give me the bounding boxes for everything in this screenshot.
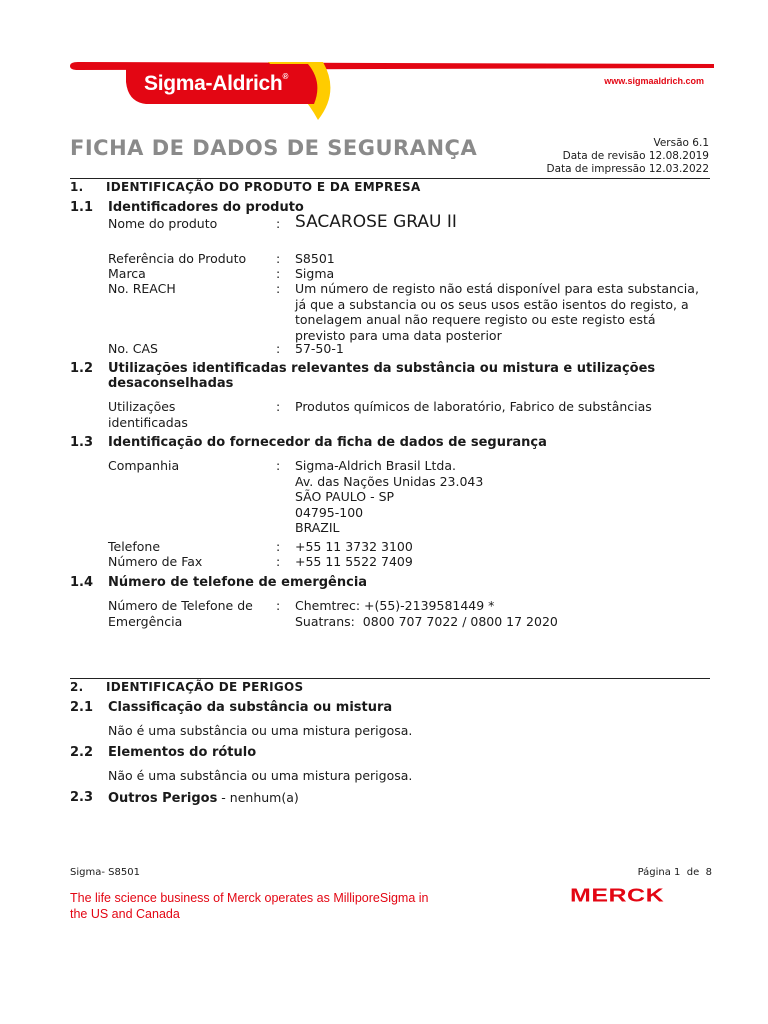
subsection-title: Utilizações identificadas relevantes da substância ou mistura e utilizações xyxy=(108,361,656,376)
subsection-title: Elementos do rótulo xyxy=(108,745,257,760)
footer-tagline: The life science business of Merck operates as MilliporeSigma in the US and Canada xyxy=(70,891,429,921)
product-name: SACAROSE GRAU II xyxy=(295,212,457,232)
brand-value: Sigma xyxy=(295,266,335,281)
emergency-value: Chemtrec: +(55)-2139581449 * Suatrans: 0800 707 7022 / 0800 17 2020 xyxy=(295,598,558,629)
fax-label: Número de Fax xyxy=(108,554,203,569)
brand-label: Marca xyxy=(108,266,146,281)
revision-date: Data de revisão 12.08.2019 xyxy=(562,150,709,162)
colon: : xyxy=(276,216,281,231)
colon: : xyxy=(276,598,281,613)
colon: : xyxy=(276,341,281,356)
product-name-label: Nome do produto xyxy=(108,216,218,231)
colon: : xyxy=(276,266,281,281)
section-title: IDENTIFICAÇÃO DO PRODUTO E DA EMPRESA xyxy=(106,180,421,194)
subsection-number: 1.1 xyxy=(70,200,94,215)
colon: : xyxy=(276,539,281,554)
cas-label: No. CAS xyxy=(108,341,158,356)
uses-label: Utilizações identificadas xyxy=(108,399,188,430)
subsection-title: Identificadores do produto xyxy=(108,200,304,215)
emergency-label: Número de Telefone de Emergência xyxy=(108,598,253,629)
colon: : xyxy=(276,399,281,414)
brand-name: Sigma-Aldrich® xyxy=(144,72,289,95)
subsection-number: 2.2 xyxy=(70,745,94,760)
document-meta xyxy=(547,137,709,176)
colon: : xyxy=(276,281,281,296)
phone-value: +55 11 3732 3100 xyxy=(295,539,413,554)
document-title: FICHA DE DADOS DE SEGURANÇA xyxy=(70,136,478,160)
subsection-number: 2.1 xyxy=(70,700,94,715)
reach-value: Um número de registo não está disponível para esta substancia, já que a substancia ou os seus usos estão isentos do registo, a tonelagem anual não requere registo ou este registo está previsto para uma data posterior xyxy=(295,281,699,343)
subsection-title: Classificação da substância ou mistura xyxy=(108,700,393,715)
footer-product-code: Sigma- S8501 xyxy=(70,867,140,878)
website-url[interactable]: www.sigmaaldrich.com xyxy=(604,76,704,86)
version: Versão 6.1 xyxy=(653,137,709,149)
colon: : xyxy=(276,554,281,569)
fax-value: +55 11 5522 7409 xyxy=(295,554,413,569)
subsection-number: 1.4 xyxy=(70,575,94,590)
other-hazards: Outros Perigos - nenhum(a) xyxy=(108,790,299,806)
company-label: Companhia xyxy=(108,458,180,473)
classification-text: Não é uma substância ou uma mistura perigosa. xyxy=(108,723,413,738)
product-ref-label: Referência do Produto xyxy=(108,251,247,266)
uses-value: Produtos químicos de laboratório, Fabrico de substâncias xyxy=(295,399,652,414)
cas-value: 57-50-1 xyxy=(295,341,344,356)
label-elements-text: Não é uma substância ou uma mistura perigosa. xyxy=(108,768,413,783)
subsection-title-cont: desaconselhadas xyxy=(108,376,234,391)
phone-label: Telefone xyxy=(108,539,161,554)
subsection-title: Identificação do fornecedor da ficha de dados de segurança xyxy=(108,435,547,450)
colon: : xyxy=(276,251,281,266)
merck-logo: MERCK xyxy=(570,885,665,906)
print-date: Data de impressão 12.03.2022 xyxy=(546,163,709,175)
product-ref: S8501 xyxy=(295,251,335,266)
subsection-title: Número de telefone de emergência xyxy=(108,575,368,590)
section-number: 1. xyxy=(70,180,84,194)
subsection-number: 2.3 xyxy=(70,790,94,805)
subsection-number: 1.2 xyxy=(70,361,94,376)
subsection-number: 1.3 xyxy=(70,435,94,450)
reach-label: No. REACH xyxy=(108,281,176,296)
page-number: Página 1 de 8 xyxy=(637,867,712,878)
section-number: 2. xyxy=(70,680,84,694)
company-address: Sigma-Aldrich Brasil Ltda. Av. das Nações Unidas 23.043 SÃO PAULO - SP 04795-100 BRAZIL xyxy=(295,458,484,535)
section-divider xyxy=(70,178,710,179)
section-divider xyxy=(70,678,710,679)
section-title: IDENTIFICAÇÃO DE PERIGOS xyxy=(106,680,304,694)
colon: : xyxy=(276,458,281,473)
